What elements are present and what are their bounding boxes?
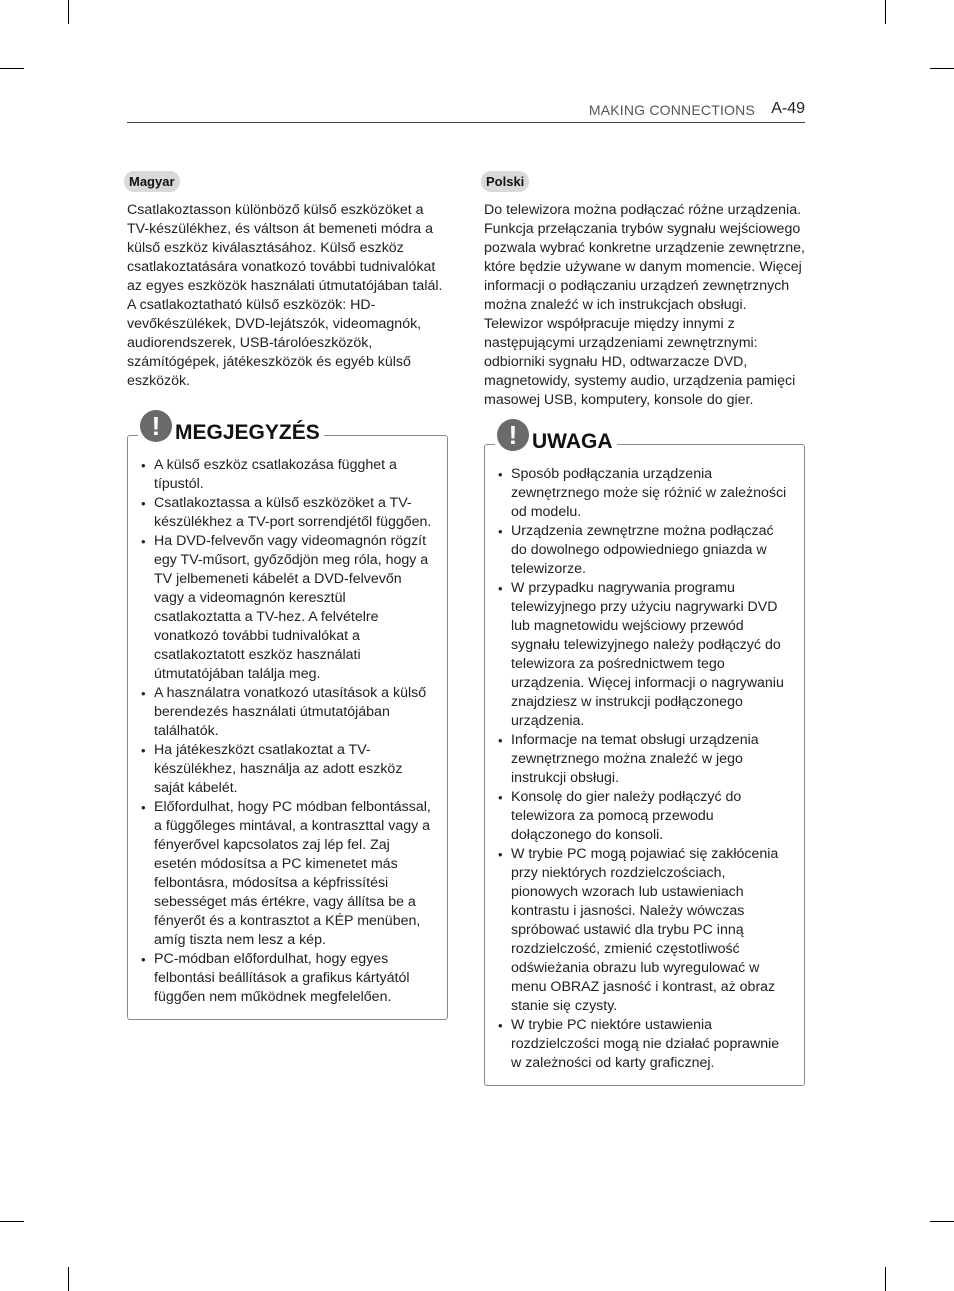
crop-mark xyxy=(68,1267,69,1291)
exclamation-icon: ! xyxy=(140,410,172,442)
language-badge: Magyar xyxy=(124,171,180,192)
note-box xyxy=(127,411,448,1020)
crop-mark xyxy=(930,68,954,69)
section-title: MAKING CONNECTIONS xyxy=(588,102,755,118)
note-item: • Ha DVD-felvevőn vagy videomagnón rögzít egy TV-műsort, győződjön meg róla, hogy a TV jelbemeneti kábelét a DVD-felvevőn vagy a videomagnón keresztül csatlakoztatta a TV-hez. A felvételre vonatkozó további tudnivalókat a csatlakoztatott eszköz használati útmutatójában találja meg. xyxy=(140,532,435,684)
note-list xyxy=(128,436,447,1019)
crop-mark xyxy=(68,0,69,24)
note-item: • Ha játékeszközt csatlakoztat a TV-készülékhez, használja az adott eszköz saját kábelét. xyxy=(140,741,435,798)
crop-mark xyxy=(885,0,886,24)
crop-mark xyxy=(885,1267,886,1291)
note-item: • A külső eszköz csatlakozása függhet a típustól. xyxy=(140,456,435,494)
intro-paragraph: Do telewizora można podłączać różne urządzenia. Funkcja przełączania trybów sygnału wejściowego pozwala wybrać konkretne urządzenie zewnętrzne, które będzie używane w danym momencie. Więcej informacji o podłączaniu urządzeń zewnętrznych można znaleźć w ich instrukcjach obsługi. Telewizor współpracuje między innymi z następującymi urządzeniami zewnętrznymi: odbiorniki sygnału HD, odtwarzacze DVD, magnetowidy, systemy audio, urządzenia pamięci masowej USB, komputery, konsole do gier. xyxy=(484,202,805,408)
note-item: • Előfordulhat, hogy PC módban felbontással, a függőleges mintával, a kontraszttal vagy a fényerővel kapcsolatos zaj lép fel. Zaj esetén módosítsa a PC kimenetet más felbontásra, módosítsa a képfrissítési sebességet más értékre, vagy állítsa be a fényerőt és a kontrasztot a KÉP menüben, amíg tiszta nem lesz a kép. xyxy=(140,798,435,950)
note-heading xyxy=(138,412,324,448)
language-badge: Polski xyxy=(481,171,529,192)
crop-mark xyxy=(930,1221,954,1222)
polish-column xyxy=(484,171,805,1086)
note-list xyxy=(485,445,804,1085)
page-number: A-49 xyxy=(771,100,805,117)
page-header xyxy=(127,99,805,123)
note-title: MEGJEGYZÉS xyxy=(175,421,320,444)
note-item: • Informacje na temat obsługi urządzenia zewnętrznego można znaleźć w jego instrukcji obsługi. xyxy=(497,731,792,788)
note-item: • Urządzenia zewnętrzne można podłączać do dowolnego odpowiedniego gniazda w telewizorze. xyxy=(497,522,792,579)
note-item: • W trybie PC niektóre ustawienia rozdzielczości mogą nie działać poprawnie w zależności od karty graficznej. xyxy=(497,1016,792,1073)
note-item: • Sposób podłączania urządzenia zewnętrznego może się różnić w zależności od modelu. xyxy=(497,465,792,522)
note-item: • W trybie PC mogą pojawiać się zakłócenia przy niektórych rozdzielczościach, pionowych wzorach lub ustawieniach kontrastu i jasności. Należy wówczas spróbować ustawić dla trybu PC inną rozdzielczość, zmienić częstotliwość odświeżania obrazu lub wyregulować w menu OBRAZ jasność i kontrast, aż obraz stanie się czysty. xyxy=(497,845,792,1016)
crop-mark xyxy=(0,68,24,69)
note-item: • Konsolę do gier należy podłączyć do telewizora za pomocą przewodu dołączonego do konsoli. xyxy=(497,788,792,845)
note-item: • Csatlakoztassa a külső eszközöket a TV-készülékhez a TV-port sorrendjétől függően. xyxy=(140,494,435,532)
note-item: • PC-módban előfordulhat, hogy egyes felbontási beállítások a grafikus kártyától függően nem működnek megfelelően. xyxy=(140,950,435,1007)
note-item: • W przypadku nagrywania programu telewizyjnego przy użyciu nagrywarki DVD lub magnetowidu wejściowy przewód sygnału telewizyjnego należy podłączyć do telewizora za pośrednictwem tego urządzenia. Więcej informacji o nagrywaniu znajdziesz w instrukcji podłączonego urządzenia. xyxy=(497,579,792,731)
crop-mark xyxy=(0,1221,24,1222)
note-box xyxy=(484,420,805,1086)
note-heading xyxy=(495,421,617,457)
intro-paragraph: Csatlakoztasson különböző külső eszközöket a TV-készülékhez, és váltson át bemeneti módra a külső eszköz kiválasztásához. Külső eszköz csatlakoztatására vonatkozó további tudnivalókat az egyes eszközök használati útmutatójában talál. A csatlakoztatható külső eszközök: HD-vevőkészülékek, DVD-lejátszók, videomagnók, audiorendszerek, USB-tárolóeszközök, számítógépek, játékeszközök és egyéb külső eszközök. xyxy=(127,202,443,389)
hungarian-column xyxy=(127,171,448,1020)
note-title: UWAGA xyxy=(532,430,613,453)
note-item: • A használatra vonatkozó utasítások a külső berendezés használati útmutatójában találhatók. xyxy=(140,684,435,741)
exclamation-icon: ! xyxy=(497,419,529,451)
